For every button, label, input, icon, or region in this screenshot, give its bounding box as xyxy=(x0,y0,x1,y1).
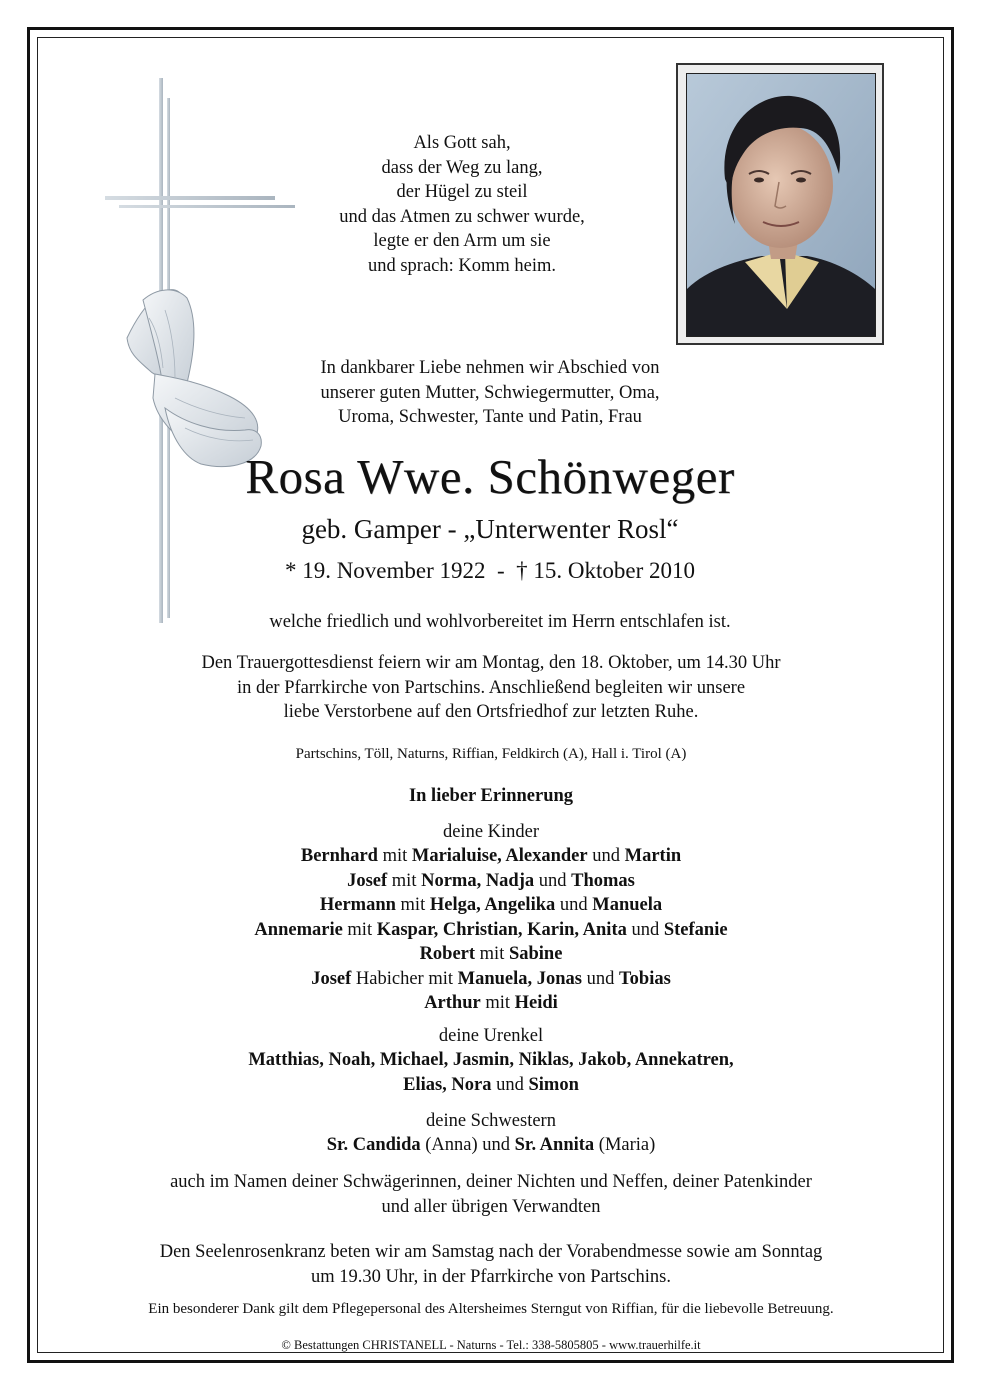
children-row xyxy=(100,893,882,918)
person-name: Matthias, Noah, Michael, Jasmin, Niklas, Jakob, Annekatren, xyxy=(248,1050,734,1070)
person-name: Helga, Angelika xyxy=(429,895,556,915)
connector-text: und xyxy=(491,1074,529,1095)
person-name: Stefanie xyxy=(663,919,728,940)
rosary-line: um 19.30 Uhr, in der Pfarrkirche von Partschins. xyxy=(311,1266,671,1287)
person-name: Annemarie xyxy=(254,919,343,940)
person-name: Norma, Nadja xyxy=(421,870,535,891)
person-name: Simon xyxy=(528,1074,579,1095)
connector-text: (Maria) xyxy=(594,1135,656,1155)
poem-line: und das Atmen zu schwer wurde, xyxy=(339,206,585,227)
great-grandchildren-list xyxy=(100,1048,882,1097)
sisters-heading: deine Schwestern xyxy=(426,1111,556,1131)
poem-line: der Hügel zu steil xyxy=(396,182,528,202)
poem xyxy=(337,131,587,278)
person-name: Manuela xyxy=(592,895,663,915)
connector-text: und xyxy=(582,968,620,989)
intro-line: In dankbarer Liebe nehmen wir Abschied von xyxy=(320,358,660,378)
poem-line: Als Gott sah, xyxy=(413,133,511,153)
children-row xyxy=(100,991,882,1016)
person-name: Bernhard xyxy=(300,846,378,866)
person-name: Elias, Nora xyxy=(403,1074,492,1095)
poem-line: legte er den Arm um sie xyxy=(373,231,551,251)
person-name: Marialuise, Alexander xyxy=(411,846,588,866)
sisters-list xyxy=(100,1133,882,1158)
connector-text: und xyxy=(587,846,625,866)
birth-name: geb. Gamper - „Unterwenter Rosl“ xyxy=(301,514,679,544)
connector-text: und xyxy=(626,919,664,940)
relatives-note xyxy=(80,1170,902,1219)
service-line: in der Pfarrkirche von Partschins. Anschließend begleiten wir unsere xyxy=(236,677,746,698)
life-dates: * 19. November 1922 - † 15. Oktober 2010 xyxy=(284,558,696,583)
person-name: Sr. Candida xyxy=(326,1135,421,1155)
deceased-name: Rosa Wwe. Schönweger xyxy=(245,449,735,504)
person-name: Tobias xyxy=(619,968,671,989)
person-name: Thomas xyxy=(571,870,635,891)
connector-text: mit xyxy=(395,895,430,915)
intro-line: unserer guten Mutter, Schwiegermutter, Oma, xyxy=(320,382,660,403)
cross-with-praying-hands-icon xyxy=(105,78,295,628)
service-line: liebe Verstorbene auf den Ortsfriedhof zur letzten Ruhe. xyxy=(283,702,699,722)
children-row xyxy=(100,844,882,869)
great-grandchildren-row xyxy=(100,1073,882,1098)
person-portrait-icon xyxy=(687,74,875,336)
great-grandchildren-heading: deine Urenkel xyxy=(438,1026,544,1046)
rosary-info xyxy=(80,1240,902,1289)
portrait-frame xyxy=(686,73,876,337)
person-name: Manuela, Jonas xyxy=(457,968,583,989)
person-name: Hermann xyxy=(319,895,396,915)
places: Partschins, Töll, Naturns, Riffian, Feldkirch (A), Hall i. Tirol (A) xyxy=(295,746,687,762)
children-list xyxy=(100,844,882,1016)
footer-credits: © Bestattungen CHRISTANELL - Naturns - Tel.: 338-5805805 - www.trauerhilfe.it xyxy=(281,1338,701,1352)
poem-line: und sprach: Komm heim. xyxy=(367,255,557,276)
connector-text: mit xyxy=(480,993,515,1013)
connector-text: mit xyxy=(342,919,377,940)
connector-text: mit xyxy=(387,870,422,891)
person-name: Kaspar, Christian, Karin, Anita xyxy=(376,919,627,940)
children-row xyxy=(100,942,882,967)
farewell-intro xyxy=(190,356,790,430)
thanks-note: Ein besonderer Dank gilt dem Pflegepersonal des Altersheimes Sterngut von Riffian, für die liebevolle Betreuung. xyxy=(148,1301,834,1317)
rosary-line: Den Seelenrosenkranz beten wir am Samstag nach der Vorabendmesse sowie am Sonntag xyxy=(159,1242,823,1262)
children-row xyxy=(100,967,882,992)
person-name: Arthur xyxy=(424,993,481,1013)
poem-line: dass der Weg zu lang, xyxy=(381,157,543,178)
person-name: Josef xyxy=(347,870,388,891)
person-name: Josef xyxy=(311,968,352,989)
remembrance-heading: In lieber Erinnerung xyxy=(408,786,574,806)
sisters-row xyxy=(100,1133,882,1158)
connector-text: mit xyxy=(475,944,509,964)
service-line: Den Trauergottesdienst feiern wir am Montag, den 18. Oktober, um 14.30 Uhr xyxy=(201,653,781,673)
children-heading: deine Kinder xyxy=(442,822,540,842)
person-name: Sr. Annita xyxy=(514,1135,595,1155)
children-row xyxy=(100,869,882,894)
person-name: Robert xyxy=(419,944,476,964)
connector-text: (Anna) und xyxy=(420,1135,515,1155)
connector-text: und xyxy=(534,870,572,891)
connector-text: und xyxy=(555,895,593,915)
portrait-photo xyxy=(676,63,884,345)
intro-line: Uroma, Schwester, Tante und Patin, Frau xyxy=(338,407,642,427)
service-info xyxy=(100,651,882,725)
relatives-line: und aller übrigen Verwandten xyxy=(381,1196,601,1217)
relatives-line: auch im Namen deiner Schwägerinnen, deiner Nichten und Neffen, deiner Patenkinder xyxy=(170,1172,812,1192)
person-name: Sabine xyxy=(508,944,563,964)
person-name: Heidi xyxy=(514,993,558,1013)
passing-text: welche friedlich und wohlvorbereitet im Herrn entschlafen ist. xyxy=(269,612,731,632)
connector-text: mit xyxy=(377,846,412,866)
person-name: Martin xyxy=(624,846,682,866)
great-grandchildren-row xyxy=(100,1048,882,1073)
connector-text: Habicher mit xyxy=(351,968,458,989)
children-row xyxy=(100,918,882,943)
